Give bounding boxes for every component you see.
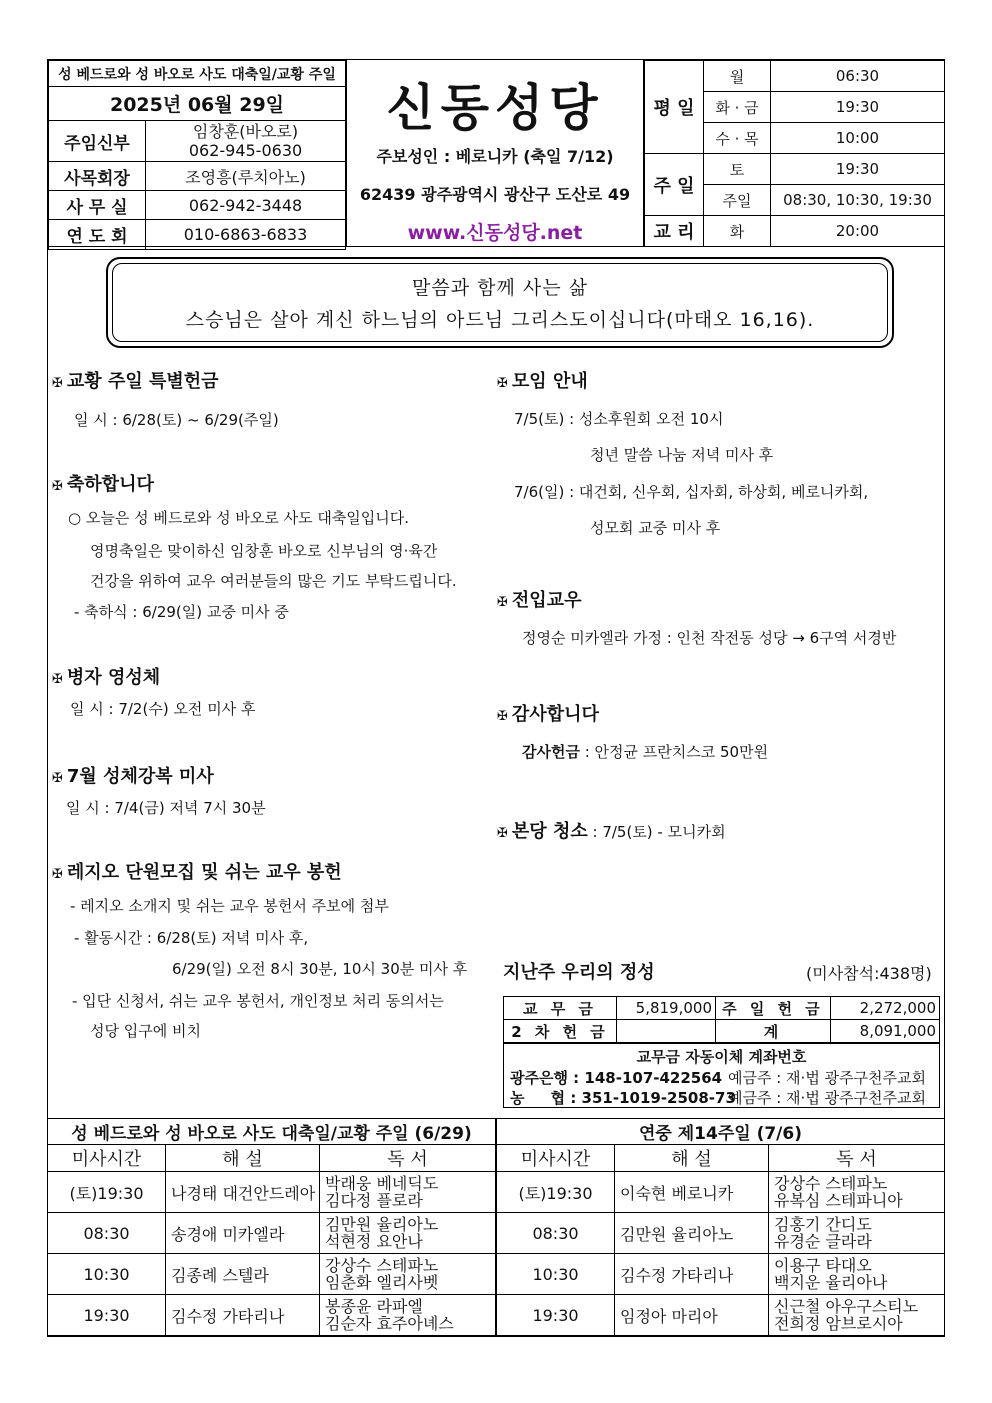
office-label: 사 무 실 [49, 191, 146, 220]
cross-mark-icon: ✠ [497, 595, 508, 610]
offering-label: 교 무 금 [504, 997, 617, 1020]
church-address: 62439 광주광역시 광산구 도산로 49 [359, 185, 631, 204]
council-name: 조영흥(루치아노) [146, 162, 346, 191]
sick-communion-date: 일 시 : 7/2(수) 오전 미사 후 [70, 700, 256, 718]
account-box [503, 1043, 940, 1108]
mass-day: 월 [704, 61, 771, 92]
cross-mark-icon: ✠ [52, 867, 63, 882]
bank-account: 농 협 : 351-1019-2508-73 [510, 1089, 736, 1107]
mass-time: 20:00 [771, 216, 945, 247]
weekday-label: 평 일 [645, 61, 704, 154]
council-label: 사목회장 [49, 162, 146, 191]
cross-mark-icon: ✠ [52, 771, 63, 786]
schedule-caption: 연중 제14주일 (7/6) [497, 1119, 945, 1145]
schedule-header: 해 설 [166, 1145, 320, 1172]
feast-title: 성 베드로와 성 바오로 사도 대축일/교황 주일 [49, 61, 346, 87]
account-holder: 예금주 : 재·법 광주구천주교회 [728, 1069, 927, 1087]
table-row: (토)19:30 이숙현 베로니카 강상수 스테파노 유복심 스테파니아 [497, 1172, 945, 1213]
legio-line: - 입단 신청서, 쉬는 교우 봉헌서, 개인정보 처리 동의서는 [72, 992, 444, 1010]
eucharist-date: 일 시 : 7/4(금) 저녁 7시 30분 [66, 799, 266, 817]
pastor-label: 주임신부 [49, 121, 146, 162]
header-info-table [48, 60, 346, 250]
section-newcomers-title: ✠ 전입교우 [497, 590, 582, 611]
legio-line: 6/29(일) 오전 8시 30분, 10시 30분 미사 후 [172, 960, 468, 978]
offering-label: 2 차 헌 금 [504, 1020, 617, 1043]
section-legio-title: ✠ 레지오 단원모집 및 쉬는 교우 봉헌 [52, 862, 342, 883]
schedule-header: 독 서 [320, 1145, 496, 1172]
newcomer-line: 정영순 미카엘라 가정 : 인천 작전동 성당 → 6구역 서경반 [522, 629, 897, 647]
office-phone: 062-942-3448 [146, 191, 346, 220]
account-title: 교무금 자동이체 계좌번호 [636, 1048, 807, 1066]
cross-mark-icon: ✠ [52, 672, 63, 687]
mass-day: 수 · 목 [704, 123, 771, 154]
legio-line: - 레지오 소개지 및 쉬는 교우 봉헌서 주보에 첨부 [70, 897, 389, 915]
mass-day: 주일 [704, 185, 771, 216]
verse-box [106, 257, 894, 348]
bulletin-date: 2025년 06월 29일 [49, 87, 346, 121]
sunday-label: 주 일 [645, 154, 704, 216]
offering-value: 2,272,000 [831, 997, 940, 1020]
schedule-header: 해 설 [615, 1145, 769, 1172]
section-meetings-title: ✠ 모임 안내 [497, 371, 588, 392]
thanks-line: 감사헌금 : 안정균 프란치스코 50만원 [522, 743, 769, 761]
congrats-line: ○ 오늘은 성 베드로와 성 바오로 사도 대축일입니다. [68, 509, 410, 527]
offering-value [617, 1020, 716, 1043]
verse-text: 스승님은 살아 계신 하느님의 아드님 그리스도이십니다(마태오 16,16). [185, 309, 815, 331]
legio-line: - 활동시간 : 6/28(토) 저녁 미사 후, [74, 929, 309, 947]
mass-times-table [644, 60, 945, 247]
church-name: 신동성당 [386, 79, 604, 137]
pastor-name: 임창훈(바오로) [192, 122, 299, 141]
header-center [346, 60, 644, 246]
ministry-schedule-next-week [496, 1118, 945, 1336]
offering-value: 5,819,000 [617, 997, 716, 1020]
pastor-phone: 062-945-0630 [188, 141, 303, 160]
congrats-line: 건강을 위하여 교우 여러분들의 많은 기도 부탁드립니다. [90, 572, 457, 590]
header-divider [47, 246, 945, 247]
offering-title: 지난주 우리의 정성 [503, 962, 655, 983]
mass-day: 화 · 금 [704, 92, 771, 123]
mass-time: 19:30 [771, 154, 945, 185]
ministry-schedule-this-week [47, 1118, 496, 1336]
table-row: 10:30 김종례 스텔라 강상수 스테파노 임춘화 엘리사벳 [48, 1254, 496, 1295]
yeondo-label: 연 도 회 [49, 220, 146, 250]
offering-label: 주 일 헌 금 [716, 997, 831, 1020]
offering-table [503, 996, 940, 1043]
bank-account: 광주은행 : 148-107-422564 [510, 1069, 723, 1087]
meeting-line: 7/5(토) : 성소후원회 오전 10시 [514, 410, 724, 428]
meeting-line: 7/6(일) : 대건회, 신우회, 십자회, 하상회, 베로니카회, [514, 483, 869, 501]
table-row: (토)19:30 나경태 대건안드레아 박래웅 베네딕도 김다정 플로라 [48, 1172, 496, 1213]
schedule-header: 미사시간 [497, 1145, 615, 1172]
table-row: 19:30 김수정 가타리나 봉종윤 라파엘 김순자 효주아녜스 [48, 1295, 496, 1336]
congrats-line: 영명축일은 맞이하신 임창훈 바오로 신부님의 영·육간 [90, 542, 438, 560]
pope-sunday-date: 일 시 : 6/28(토) ~ 6/29(주일) [74, 411, 279, 429]
schedule-header: 미사시간 [48, 1145, 166, 1172]
meeting-line: 성모회 교중 미사 후 [590, 519, 721, 537]
mass-day: 화 [704, 216, 771, 247]
table-row: 19:30 임정아 마리아 신근철 아우구스티노 전희정 암브로시아 [497, 1295, 945, 1336]
mass-time: 08:30, 10:30, 19:30 [771, 185, 945, 216]
cross-mark-icon: ✠ [497, 826, 508, 841]
cross-mark-icon: ✠ [497, 709, 508, 724]
section-cleaning: ✠ 본당 청소 : 7/5(토) - 모니카회 [497, 821, 726, 842]
legio-line: 성당 입구에 비치 [90, 1022, 201, 1040]
schedule-caption: 성 베드로와 성 바오로 사도 대축일/교황 주일 (6/29) [48, 1119, 496, 1145]
meeting-line: 청년 말씀 나눔 저녁 미사 후 [590, 446, 774, 464]
catechism-label: 교 리 [645, 216, 704, 247]
section-congrats-title: ✠ 축하합니다 [52, 474, 154, 495]
section-pope-sunday-title: ✠ 교황 주일 특별헌금 [52, 371, 219, 392]
section-thanks-title: ✠ 감사합니다 [497, 704, 599, 725]
patron-saint: 주보성인 : 베로니카 (축일 7/12) [376, 147, 614, 166]
schedule-header: 독 서 [769, 1145, 945, 1172]
mass-time: 19:30 [771, 92, 945, 123]
table-row: 10:30 김수정 가타리나 이용구 타대오 백지운 율리아나 [497, 1254, 945, 1295]
yeondo-phone: 010-6863-6833 [146, 220, 346, 250]
congrats-ceremony: - 축하식 : 6/29(일) 교중 미사 중 [74, 603, 289, 621]
table-row: 08:30 송경애 미카엘라 김만원 율리아노 석현정 요안나 [48, 1213, 496, 1254]
church-website-link[interactable]: www.신동성당.net [407, 222, 583, 244]
verse-heading: 말씀과 함께 사는 삶 [412, 277, 588, 299]
offering-label: 계 [716, 1020, 831, 1043]
cross-mark-icon: ✠ [52, 376, 63, 391]
section-sick-title: ✠ 병자 영성체 [52, 667, 161, 688]
attendance-count: (미사참석:438명) [806, 964, 932, 983]
section-eucharist-title: ✠ 7월 성체강복 미사 [52, 766, 214, 787]
cross-mark-icon: ✠ [497, 376, 508, 391]
account-holder: 예금주 : 재·법 광주구천주교회 [728, 1089, 927, 1107]
mass-time: 06:30 [771, 61, 945, 92]
mass-day: 토 [704, 154, 771, 185]
mass-time: 10:00 [771, 123, 945, 154]
table-row: 08:30 김만원 율리아노 김홍기 간디도 유경순 글라라 [497, 1213, 945, 1254]
cross-mark-icon: ✠ [52, 479, 63, 494]
offering-value: 8,091,000 [831, 1020, 940, 1043]
